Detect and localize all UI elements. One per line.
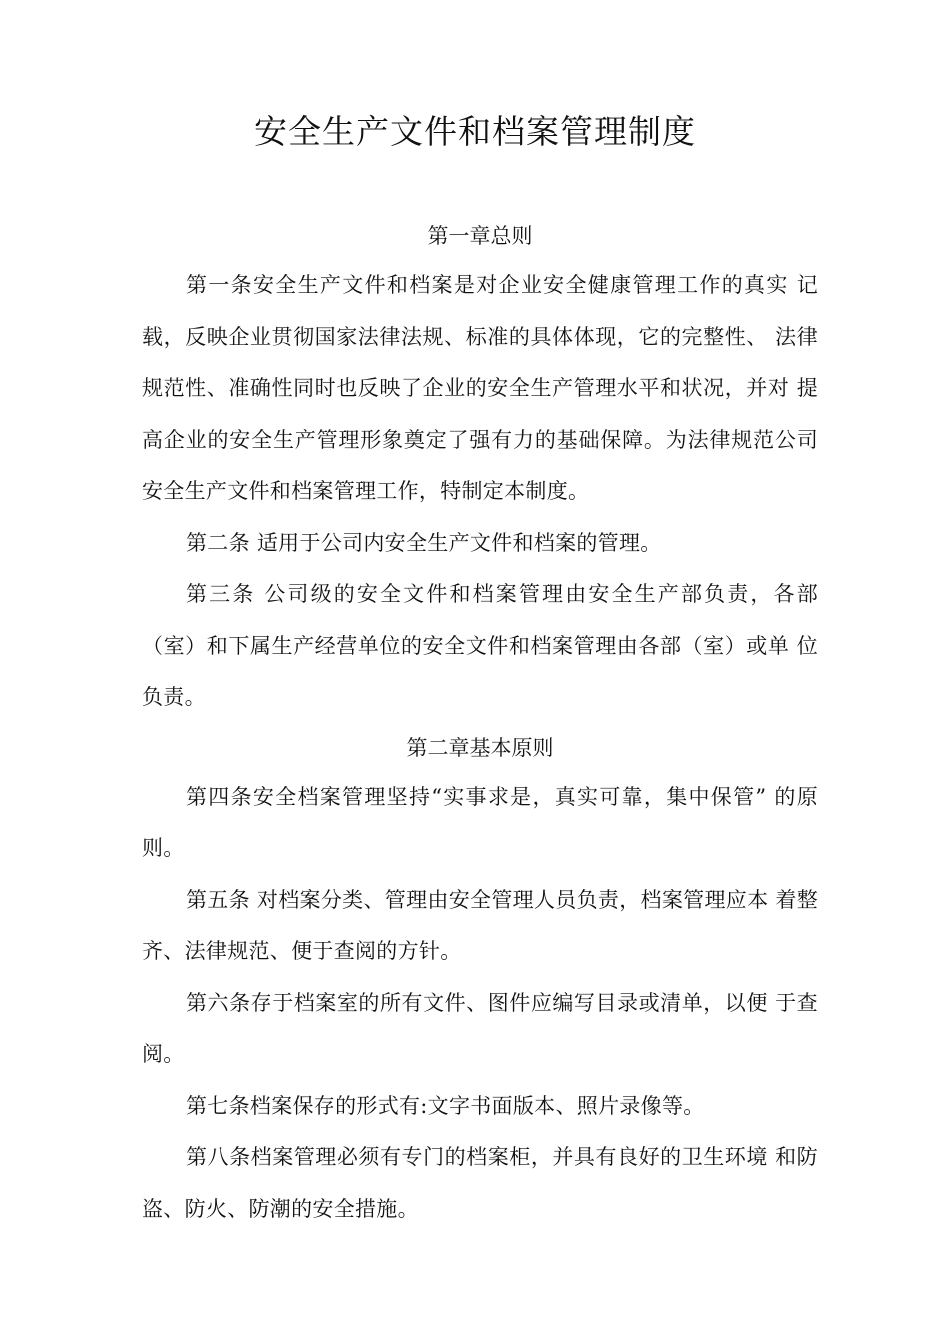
chapter-heading-1: 第一章总则 — [427, 224, 533, 248]
article-5: 第五条 对档案分类、管理由安全管理人员负责，档案管理应本 着整齐、法律规范、便于查阅的方针。 — [142, 887, 818, 963]
document-title: 安全生产文件和档案管理制度 — [254, 112, 696, 151]
article-7: 第七条档案保存的形式有:文字书面版本、照片录像等。 — [186, 1093, 705, 1118]
chapter-heading-2: 第二章基本原则 — [406, 735, 554, 760]
article-8: 第八条档案管理必须有专门的档案柜，并具有良好的卫生环境 和防盗、防火、防潮的安全措施。 — [142, 1145, 818, 1221]
article-1: 第一条安全生产文件和档案是对企业安全健康管理工作的真实 记载，反映企业贯彻国家法律法规、标准的具体体现，它的完整性、 法律规范性、准确性同时也反映了企业的安全生产管理水平和状况，并对 提高企业的安全生产管理形象奠定了强有力的基础保障。为法律规范公司安全生产文件和档案管理工作，特制定本制度。 — [142, 273, 818, 503]
article-4: 第四条安全档案管理坚持“实事求是，真实可靠，集中保管” 的原则。 — [142, 784, 818, 860]
article-6: 第六条存于档案室的所有文件、图件应编写目录或清单，以便 于查阅。 — [142, 990, 818, 1066]
article-3: 第三条 公司级的安全文件和档案管理由安全生产部负责，各部（室）和下属生产经营单位的安全文件和档案管理由各部（室）或单 位负责。 — [142, 582, 818, 709]
article-2: 第二条 适用于公司内安全生产文件和档案的管理。 — [186, 530, 662, 555]
document-body — [142, 212, 818, 1235]
